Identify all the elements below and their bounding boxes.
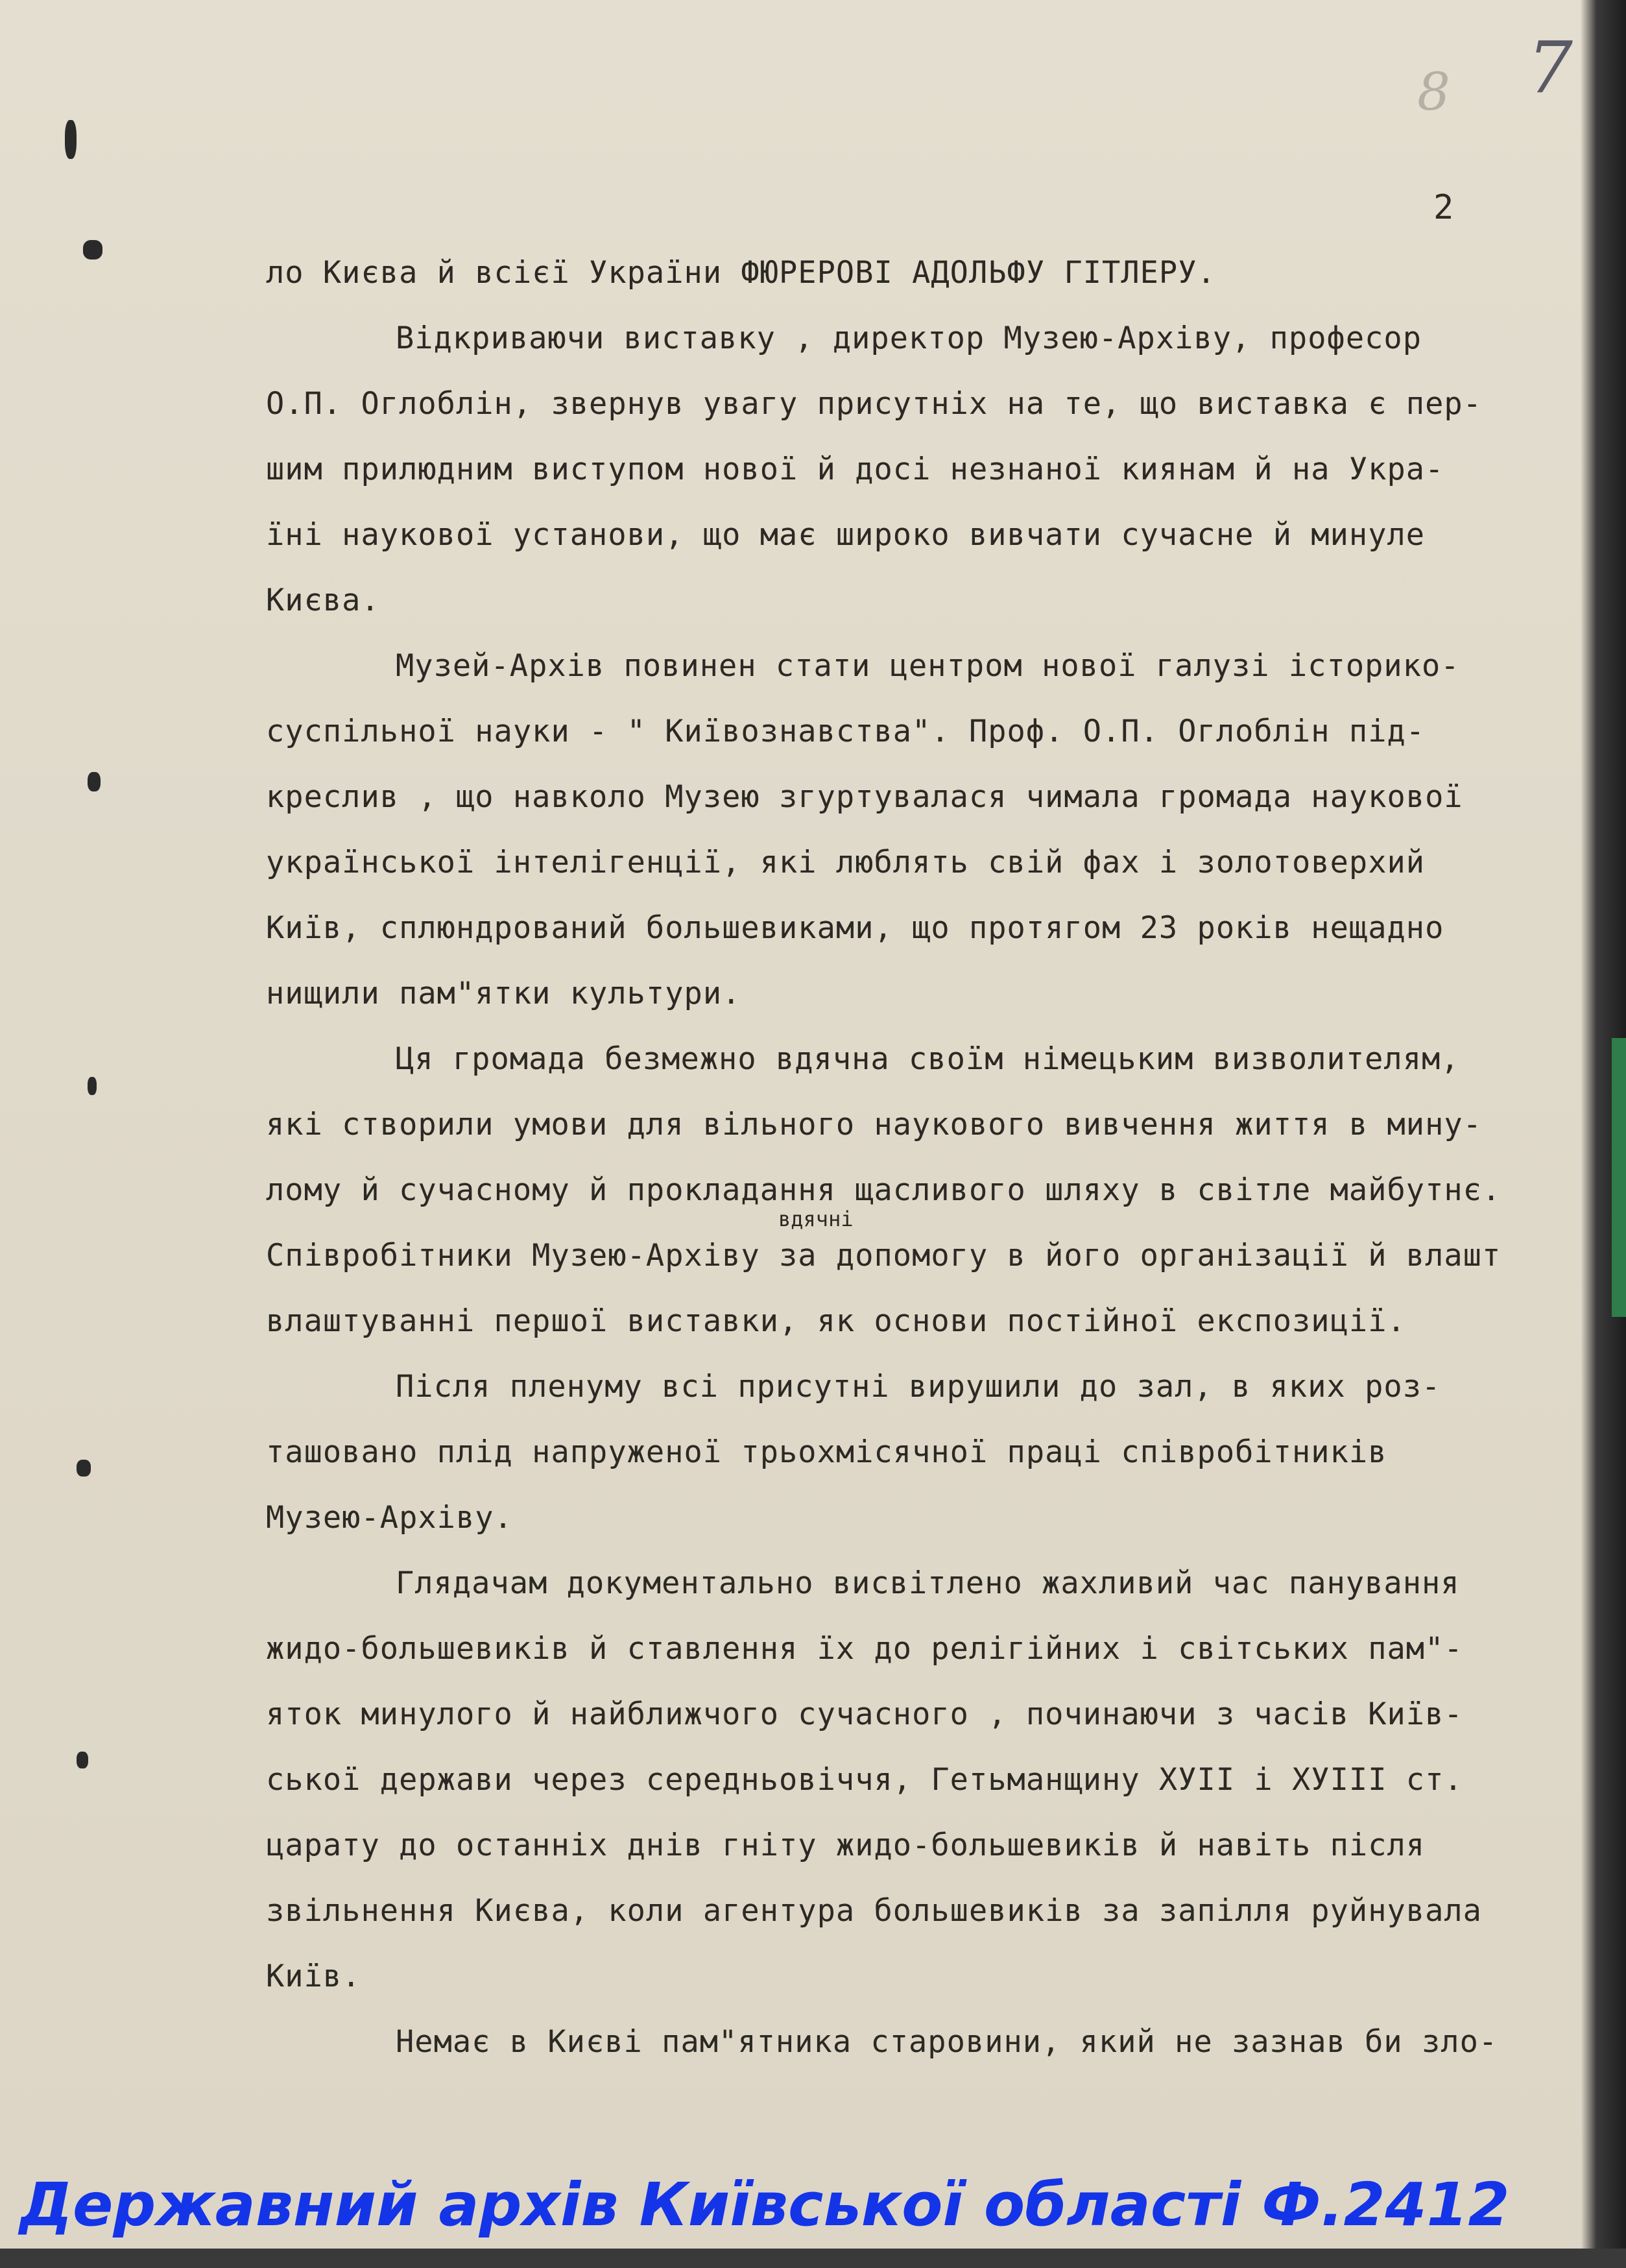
binder-strip bbox=[1612, 1038, 1626, 1317]
interlinear-insertion: вдячні bbox=[778, 1207, 854, 1231]
text-line: яток минулого й найближчого сучасного , починаючи з часів Київ- bbox=[266, 1696, 1463, 1732]
text-line: їні наукової установи, що має широко вивчати сучасне й минуле bbox=[266, 517, 1426, 553]
text-line: ської держави через середньовіччя, Гетьманщину ХУІІ і ХУІІІ ст. bbox=[266, 1762, 1463, 1798]
text-line: Після пленуму всі присутні вирушили до зал, в яких роз- bbox=[396, 1369, 1441, 1405]
punch-hole bbox=[77, 1752, 88, 1768]
text-line: влаштуванні першої виставки, як основи постійної експозиції. bbox=[266, 1303, 1406, 1339]
text-line: Київ, сплюндрований большевиками, що протягом 23 років нещадно bbox=[266, 910, 1444, 946]
text-line: суспільної науки - " Київознавства". Проф. О.П. Оглоблін під- bbox=[266, 714, 1426, 749]
text-line: Співробітники Музею-Архіву за допомогу в його організації й влашт bbox=[266, 1238, 1501, 1273]
punch-hole bbox=[88, 772, 101, 791]
text-line: лому й сучасному й прокладання щасливого шляху в світле майбутнє. bbox=[266, 1172, 1501, 1208]
text-line: Музей-Архів повинен стати центром нової галузі історико- bbox=[396, 648, 1460, 684]
text-line: шим прилюдним виступом нової й досі незнаної киянам й на Укра- bbox=[266, 452, 1444, 487]
text-line: Києва. bbox=[266, 583, 380, 618]
text-line: звільнення Києва, коли агентура большевиків за запілля руйнувала bbox=[266, 1893, 1482, 1929]
page-number: 2 bbox=[1433, 188, 1454, 227]
text-line: ташовано плід напруженої трьохмісячної праці співробітників bbox=[266, 1434, 1387, 1470]
punch-hole bbox=[88, 1077, 97, 1095]
text-line: української інтелігенції, які люблять свій фах і золотоверхий bbox=[266, 845, 1426, 880]
archive-watermark: Державний архів Київської області Ф.2412 bbox=[19, 2170, 1510, 2239]
punch-hole bbox=[77, 1460, 91, 1477]
text-line: О.П. Оглоблін, звернув увагу присутніх на те, що виставка є пер- bbox=[266, 386, 1482, 422]
text-line: Немає в Києві пам"ятника старовини, який не зазнав би зло- bbox=[396, 2024, 1498, 2060]
folio-number: 7 bbox=[1527, 26, 1573, 109]
text-line: які створили умови для вільного наукового вивчення життя в мину- bbox=[266, 1107, 1482, 1142]
text-line: креслив , що навколо Музею згуртувалася чимала громада наукової bbox=[266, 779, 1463, 815]
text-line: Музею-Архіву. bbox=[266, 1500, 513, 1536]
text-line: Відкриваючи виставку , директор Музею-Архіву, професор bbox=[396, 320, 1422, 356]
page-bottom-edge bbox=[0, 2249, 1626, 2268]
crossed-folio-number: 8 bbox=[1417, 62, 1450, 122]
punch-hole bbox=[65, 120, 77, 159]
text-line: ло Києва й всієї України ФЮРЕРОВІ АДОЛЬФУ ГІТЛЕРУ. bbox=[266, 255, 1216, 291]
text-line: Київ. bbox=[266, 1959, 361, 1994]
text-line: нищили пам"ятки культури. bbox=[266, 976, 741, 1011]
text-line: жидо-большевиків й ставлення їх до релігійних і світських пам"- bbox=[266, 1631, 1463, 1667]
text-line: Глядачам документально висвітлено жахливий час панування bbox=[396, 1565, 1460, 1601]
typed-body bbox=[266, 240, 1602, 2075]
punch-hole bbox=[83, 240, 102, 259]
text-line: Ця громада безмежно вдячна своїм німецьким визволителям, bbox=[396, 1041, 1460, 1077]
text-line: царату до останніх днів гніту жидо-большевиків й навіть після bbox=[266, 1828, 1426, 1863]
